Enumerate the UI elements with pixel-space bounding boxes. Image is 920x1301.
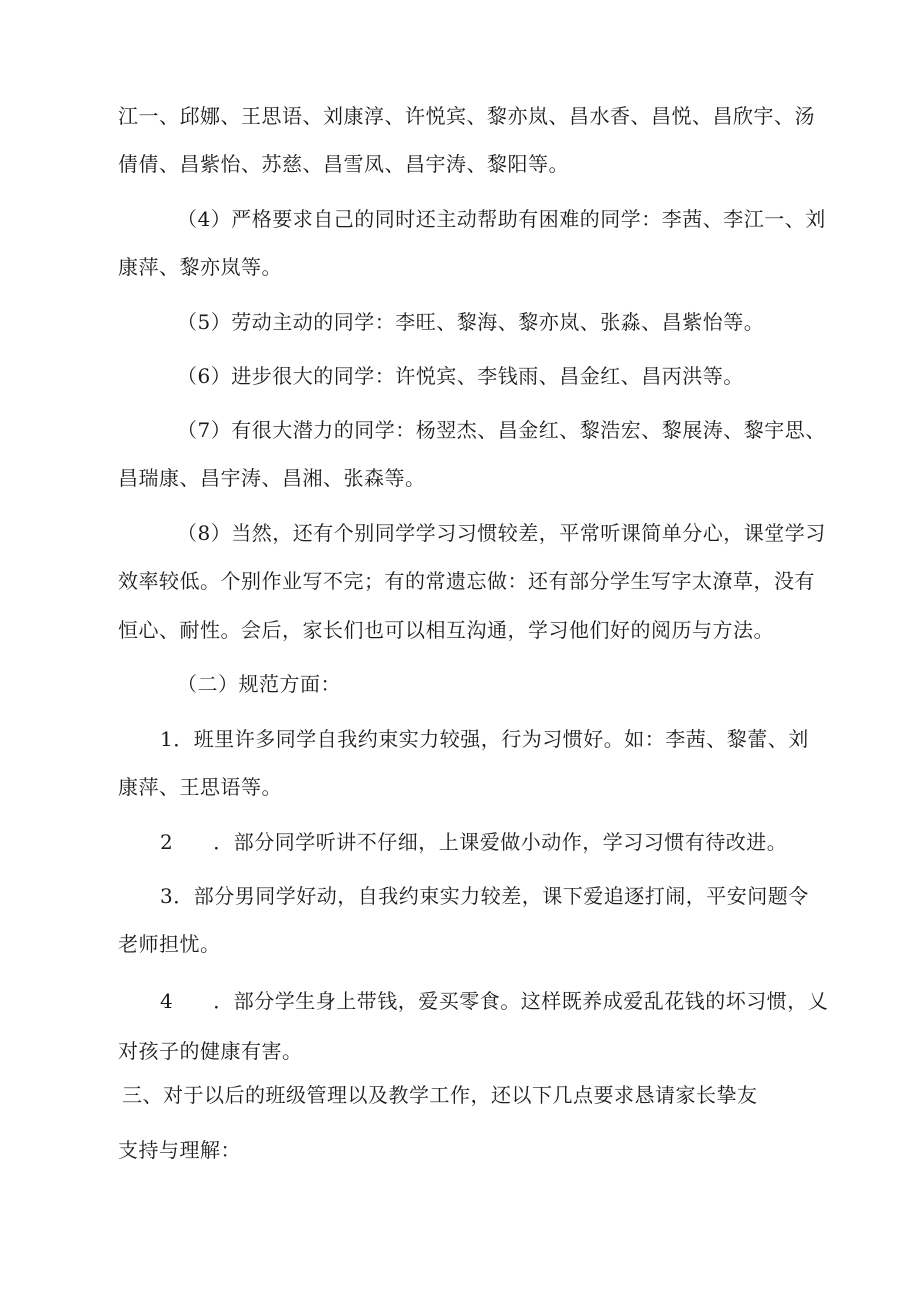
paragraph-line-17: 老师担忧。 (118, 932, 221, 956)
paragraph-line-9: （8）当然，还有个别同学学习习惯较差，平常听课简单分心，课堂学习 (177, 521, 826, 545)
paragraph-line-15 (160, 830, 787, 854)
paragraph-line-21: 支持与理解： (118, 1138, 241, 1162)
section-heading-norms: （二）规范方面： (177, 672, 341, 696)
paragraph-line-1: 江一、邱娜、王思语、刘康淳、许悦宾、黎亦岚、昌水香、昌悦、昌欣宇、汤 (118, 104, 815, 128)
list-number-2: 2 (160, 830, 174, 854)
list-number-4: 4 (160, 989, 174, 1013)
paragraph-line-2: 倩倩、昌紫怡、苏慈、昌雪凤、昌宇涛、黎阳等。 (118, 152, 569, 176)
section-heading-requests: 三、对于以后的班级管理以及教学工作，还以下几点要求恳请家长挚友 (122, 1083, 758, 1107)
paragraph-line-7: （7）有很大潜力的同学：杨翌杰、昌金红、黎浩宏、黎展涛、黎宇思、 (177, 418, 826, 442)
paragraph-line-8: 昌瑞康、昌宇涛、昌湘、张森等。 (118, 466, 426, 490)
paragraph-line-16: 3．部分男同学好动，自我约束实力较差，课下爱追逐打闹，平安问题令 (160, 884, 809, 908)
paragraph-line-5: （5）劳动主动的同学：李旺、黎海、黎亦岚、张淼、昌紫怡等。 (177, 310, 765, 334)
paragraph-line-18 (160, 989, 828, 1013)
paragraph-line-6: （6）进步很大的同学：许悦宾、李钱雨、昌金红、昌丙洪等。 (177, 364, 744, 388)
paragraph-line-3: （4）严格要求自己的同时还主动帮助有困难的同学：李茜、李江一、刘 (177, 207, 826, 231)
paragraph-line-4: 康萍、黎亦岚等。 (118, 255, 282, 279)
paragraph-line-10: 效率较低。个别作业写不完；有的常遗忘做：还有部分学生写字太潦草，没有 (118, 569, 815, 593)
list-text-4: ．部分学生身上带钱，爱买零食。这样既养成爱乱花钱的坏习惯，乂 (213, 989, 829, 1013)
paragraph-line-13: 1．班里许多同学自我约束实力较强，行为习惯好。如：李茜、黎蕾、刘 (160, 727, 809, 751)
list-text-2: ．部分同学听讲不仔细，上课爱做小动作，学习习惯有待改进。 (213, 830, 788, 854)
paragraph-line-19: 对孩子的健康有害。 (118, 1039, 303, 1063)
paragraph-line-11: 恒心、耐性。会后，家长们也可以相互沟通，学习他们好的阅历与方法。 (118, 618, 774, 642)
paragraph-line-14: 康萍、王思语等。 (118, 775, 282, 799)
